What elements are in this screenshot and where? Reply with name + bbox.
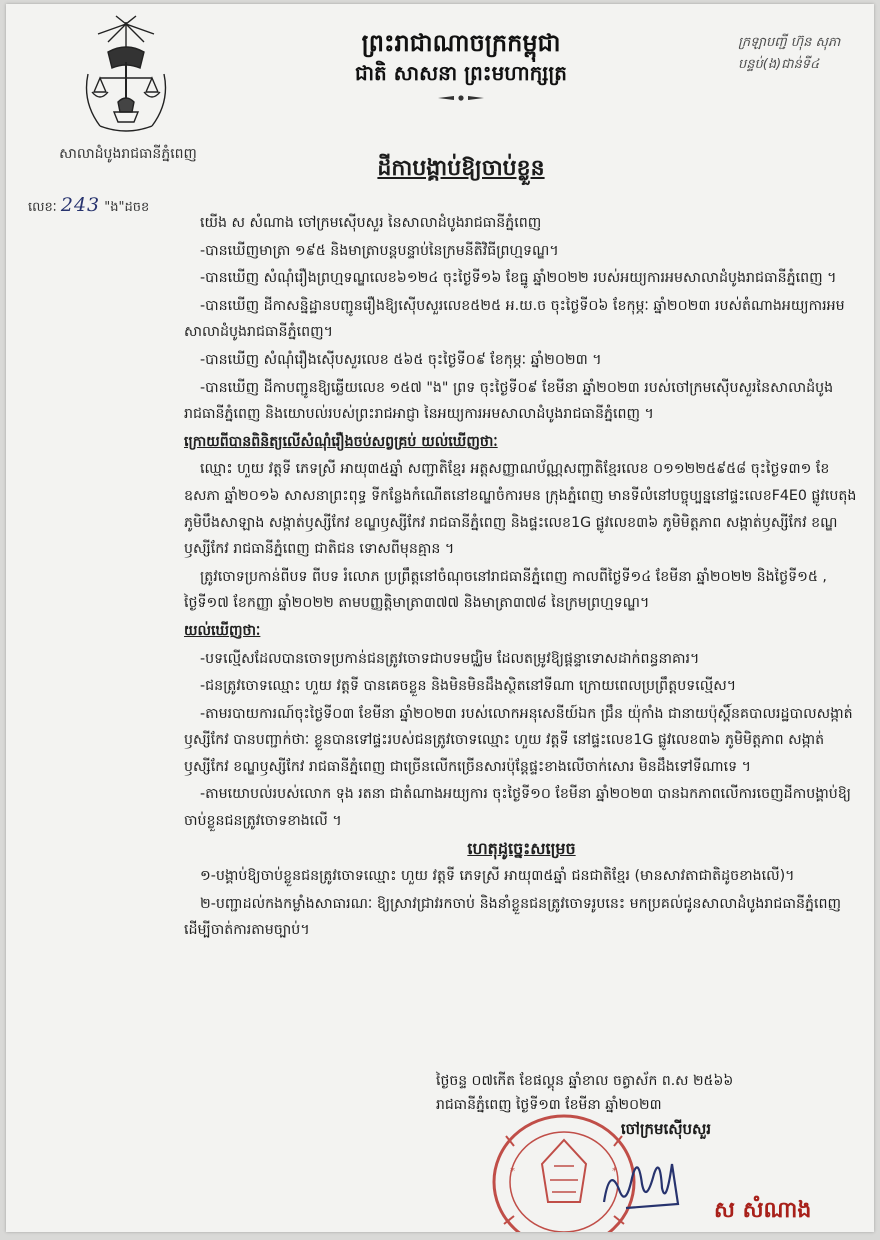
consideration-3: -បានឃើញ ដីកាសន្និដ្ឋានបញ្ជូនរឿងឱ្យស៊ើបសួរលេខ៥២៥ អ.យ.ច ចុះថ្ងៃទី០៦ ខែកុម្ភៈ ឆ្នាំ២០២៣ របស់តំណាងអយ្យការអមសាលាដំបូងរាជធានីភ្នំពេញ។ (184, 297, 845, 341)
lunar-date: ថ្ងៃចន្ទ ០៧កើត ខែផល្គុន ឆ្នាំខាល ចត្វាស័ក ព.ស ២៥៦៦ (436, 1073, 734, 1089)
consideration-2: -បានឃើញ សំណុំរឿងព្រហ្មទណ្ឌលេខ៦១២៤ ចុះថ្ងៃទី១៦ ខែធ្នូ ឆ្នាំ២០២២ របស់អយ្យការអមសាលាដំបូងរាជធានីភ្នំពេញ ។ (200, 270, 837, 287)
reference-number-line (28, 194, 149, 218)
solar-date: រាជធានីភ្នំពេញ ថ្ងៃទី១៣ ខែមីនា ឆ្នាំ២០២៣ (436, 1097, 662, 1113)
court-name: សាលាដំបូងរាជធានីភ្នំពេញ (59, 146, 197, 162)
consideration-1: -បានឃើញមាត្រា ១៩៥ និងមាត្រាបន្តបន្ទាប់នៃក្រមនីតិវិធីព្រហ្មទណ្ឌ។ (200, 242, 559, 259)
order-2: ២-បញ្ជាដល់កងកម្លាំងសាធារណៈ ឱ្យស្រាវជ្រាវរកចាប់ និងនាំខ្លួនជនត្រូវចោទរូបនេះ មកប្រគល់ជូនសាលាដំបូងរាជធានីភ្នំពេញ ដើម្បីចាត់ការតាមច្បាប់។ (184, 895, 841, 939)
national-motto: ជាតិ សាសនា ព្រះមហាក្សត្រ (355, 61, 567, 85)
document-body (184, 210, 859, 945)
section-heading-decision: ហេតុដូច្នេះសម្រេច (467, 838, 576, 858)
document-page (6, 4, 874, 1232)
signatory-name: ស សំណាង (714, 1198, 812, 1223)
handwritten-signature (596, 1144, 686, 1214)
document-title: ដីកាបង្គាប់ឱ្យចាប់ខ្លួន (377, 156, 545, 181)
svg-text:*: * (612, 1166, 617, 1177)
court-emblem-icon (78, 12, 174, 142)
kingdom-heading: ព្រះរាជាណាចក្រកម្ពុជា (361, 29, 561, 57)
ornament-divider-icon (436, 92, 486, 104)
finding-2: -ជនត្រូវចោទឈ្មោះ ហួយ វត្តទី បានគេចខ្លួន និងមិនមិនដឹងស្ថិតនៅទីណា ក្រោយពេលប្រព្រឹត្តបទល្មើស។ (200, 678, 737, 695)
consideration-5: -បានឃើញ ដីកាបញ្ជូនឱ្យឆ្លើយលេខ ១៥៧ "ង" ព្រទ ចុះថ្ងៃទី០៩ ខែមីនា ឆ្នាំ២០២៣ របស់ចៅក្រមស៊ើបសួរនៃសាលាដំបូងរាជធានីភ្នំពេញ និងយោបល់របស់ព្រះរាជអាជ្ញា នៃអយ្យការអមសាលាដំបូងរាជធានីភ្នំពេញ ។ (184, 379, 834, 423)
section-heading-review: ក្រោយពីបានពិនិត្យលើសំណុំរឿងចប់សព្វគ្រប់ យល់ឃើញថាៈ (184, 433, 498, 450)
handwritten-registry-note (738, 32, 874, 76)
registry-clerk: ក្រឡាបញ្ជី ហ៊ុន សុភា (738, 35, 841, 50)
finding-1: -បទល្មើសដែលបានចោទប្រកាន់ជនត្រូវចោទជាបទមជ្ឈិម ដែលតម្រូវឱ្យផ្តន្ទាទោសដាក់ពន្ធនាគារ។ (200, 650, 700, 667)
charge-paragraph: ត្រូវចោទប្រកាន់ពីបទ ពីបទ រំលោភ ប្រព្រឹត្តនៅចំណុចនៅរាជធានីភ្នំពេញ កាលពីថ្ងៃទី១៤ ខែមីនា ឆ្នាំ២០២២ និងថ្ងៃទី១៥ , ថ្ងៃទី១៧ ខែកញ្ញា ឆ្នាំ២០២២ តាមបញ្ញត្តិមាត្រា៣៧៧ និងមាត្រា៣៧៨ នៃក្រមព្រហ្មទណ្ឌ។ (184, 568, 827, 612)
registry-room: បន្ទប់(ង)ជាន់ទី៤ (738, 57, 820, 72)
svg-text:*: * (510, 1166, 515, 1177)
ref-suffix: "ង"ដចខ (104, 200, 150, 215)
person-paragraph: ឈ្មោះ ហួយ វត្តទី ភេទស្រី អាយុ៣៥ឆ្នាំ សញ្ជាតិខ្មែរ អត្តសញ្ញាណប័ណ្ណសញ្ជាតិខ្មែរលេខ ០១១២២៥៩៥៨ ចុះថ្ងៃទ៣១ ខែឧសភា ឆ្នាំ២០១៦ សាសនាព្រះពុទ្ធ ទីកន្លែងកំណើតនៅខណ្ឌចំការមន ក្រុងភ្នំពេញ មានទីលំនៅបច្ចុប្បន្ននៅផ្ទះលេខF4E0 ផ្លូវបេតុង ភូមិបឹងសាឡាង សង្កាត់ឫស្សីកែវ ខណ្ឌឫស្សីកែវ រាជធានីភ្នំពេញ និងផ្ទះលេខ1G ផ្លូវលេខ៣៦ ភូមិមិត្តភាព សង្កាត់ឫស្សីកែវ ខណ្ឌឫស្សីកែវ រាជធានីភ្នំពេញ ជាតិជន ទោសពីមុនគ្មាន ។ (184, 461, 857, 558)
finding-3: -តាមរបាយការណ៍ចុះថ្ងៃទី០៣ ខែមីនា ឆ្នាំ២០២៣ របស់លោកអនុសេនីយ៍ឯក ជ្រឹន យ៉ុកាំង ជានាយប៉ុស្តិ៍នគបាលរដ្ឋបាលសង្កាត់ឫស្សីកែវ បានបញ្ជាក់ថាៈ ខ្លួនបានទៅផ្ទះរបស់ជនត្រូវចោទឈ្មោះ ហួយ វត្តទី នៅផ្ទះលេខ1G ផ្លូវលេខ៣៦ ភូមិមិត្តភាព សង្កាត់ឫស្សីកែវ ខណ្ឌឫស្សីកែវ រាជធានីភ្នំពេញ ជាច្រើនលើកច្រើនសារប៉ុន្តែផ្ទះខាងលើចាក់សោរ មិនដឹងទៅទីណាទេ ។ (184, 705, 853, 775)
ref-number: 243 (60, 194, 101, 216)
intro-line: យើង ស សំណាង ចៅក្រមស៊ើបសួរ នៃសាលាដំបូងរាជធានីភ្នំពេញ (200, 215, 542, 231)
consideration-4: -បានឃើញ សំណុំរឿងស៊ើបសួរលេខ ៥៦៥ ចុះថ្ងៃទី០៩ ខែកុម្ភៈ ឆ្នាំ២០២៣ ។ (200, 351, 602, 368)
finding-4: -តាមយោបល់របស់លោក ទុង រតនា ជាតំណាងអយ្យការ ចុះថ្ងៃទី១០ ខែមីនា ឆ្នាំ២០២៣ បានឯកភាពលើការចេញដីកាបង្គាប់ឱ្យចាប់ខ្លួនជនត្រូវចោទខាងលើ ។ (184, 786, 851, 830)
ref-prefix: លេខៈ (28, 200, 57, 215)
order-1: ១-បង្គាប់ឱ្យចាប់ខ្លួនជនត្រូវចោទឈ្មោះ ហួយ វត្តទី ភេទស្រី អាយុ៣៥ឆ្នាំ ជនជាតិខ្មែរ (មានសាវតាជាតិដូចខាងលើ)។ (200, 868, 795, 885)
section-heading-findings: យល់ឃើញថាៈ (184, 622, 261, 639)
signatory-title: ចៅក្រមស៊ើបសួរ (620, 1120, 712, 1138)
